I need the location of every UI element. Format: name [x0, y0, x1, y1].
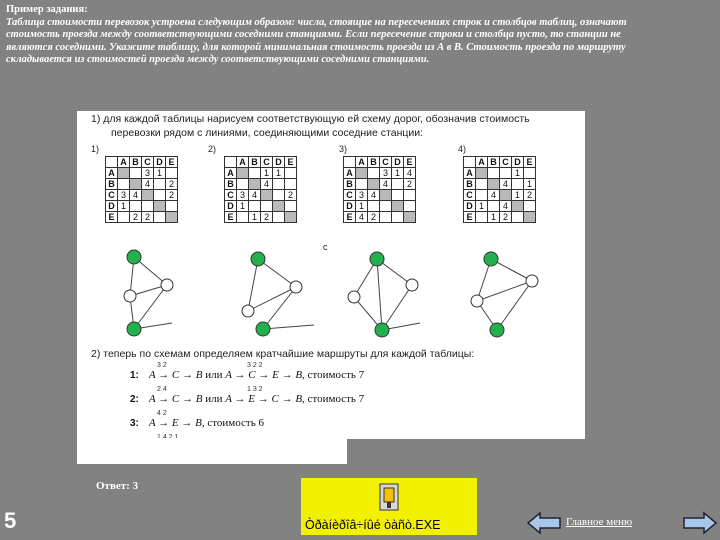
- table-cell: A: [464, 168, 476, 179]
- table-cell: 1: [524, 179, 536, 190]
- table-header-cell: A: [118, 157, 130, 168]
- table-header-cell: A: [356, 157, 368, 168]
- table-cell: 2: [524, 190, 536, 201]
- solution-panel-tail: [77, 438, 347, 464]
- slide-number: 5: [4, 508, 17, 533]
- road-scheme-2: [242, 252, 314, 336]
- table-cell: 3: [380, 168, 392, 179]
- road-scheme-3: [348, 252, 420, 337]
- table-cell: D: [344, 201, 356, 212]
- forward-arrow-button[interactable]: [682, 511, 718, 535]
- table-cell: C: [106, 190, 118, 201]
- table-cell: 2: [368, 212, 380, 223]
- route-line: [130, 393, 364, 405]
- road-schemes: [77, 111, 585, 346]
- table-header-cell: D: [392, 157, 404, 168]
- table-header-cell: B: [249, 157, 261, 168]
- table-header-cell: C: [380, 157, 392, 168]
- table-cell: 1: [237, 201, 249, 212]
- table-cell: 3: [118, 190, 130, 201]
- table-cell: C: [464, 190, 476, 201]
- table-header-cell: A: [476, 157, 488, 168]
- route-path: A → C → B: [148, 369, 203, 381]
- table-cell: 4: [404, 168, 416, 179]
- excel-file-label: Òðàíèðîâ÷íûé òàñò.EXE: [305, 518, 441, 532]
- table-header-cell: D: [512, 157, 524, 168]
- table-header-cell: E: [285, 157, 297, 168]
- table-cell: E: [225, 212, 237, 223]
- table-cell: B: [225, 179, 237, 190]
- table-cell: 2: [166, 179, 178, 190]
- table-cell: 4: [380, 179, 392, 190]
- route-number: 3:: [130, 418, 139, 429]
- task-text: [6, 4, 646, 67]
- table-cell: D: [225, 201, 237, 212]
- table-cell: 4: [249, 190, 261, 201]
- table-header-cell: A: [237, 157, 249, 168]
- table-header-cell: D: [154, 157, 166, 168]
- table-cell: C: [344, 190, 356, 201]
- table-header-cell: B: [488, 157, 500, 168]
- table-cell: 2: [285, 190, 297, 201]
- table-cell: A: [106, 168, 118, 179]
- route-or: или: [202, 393, 226, 405]
- step1-text: 1) для каждой таблицы нарисуем соответствующую ей схему дорог, обозначив стоимость: [91, 113, 530, 125]
- back-arrow-button[interactable]: [526, 511, 562, 535]
- table-cell: 4: [356, 212, 368, 223]
- table-cell: 1: [356, 201, 368, 212]
- route-path-alt: A → C → E → B: [225, 369, 303, 381]
- route-or: или: [202, 369, 226, 381]
- task-body: Таблица стоимости перевозок устроена следующим образом: числа, стоящие на пересечениях строк и столбцов таблиц, означают стоимость проезда между соответствующими соседними станциями. Если пересечение строки и столбца пусто, то станции не являются соседними. Укажите таблицу, для которой минимальная стоимость проезда из А в В. Стоимость проезда по маршруту складывается из стоимостей проезда между соответствующими соседними станциями.: [6, 16, 627, 66]
- table-cell: B: [106, 179, 118, 190]
- route-segment-costs-alt: 1 3 2: [247, 386, 263, 393]
- table-cell: 2: [166, 190, 178, 201]
- road-scheme-4: [471, 252, 538, 337]
- table-label-1: 1): [91, 144, 100, 154]
- excel-file-link[interactable]: [301, 478, 477, 535]
- route-cost: , стоимость 6: [201, 417, 264, 429]
- table-cell: D: [106, 201, 118, 212]
- stray-mark: c: [323, 242, 328, 252]
- table-cell: 4: [500, 201, 512, 212]
- table-cell: 4: [130, 190, 142, 201]
- route-path: A → E → B: [148, 417, 202, 429]
- table-cell: 2: [130, 212, 142, 223]
- answer-text: Ответ: 3: [96, 480, 139, 492]
- table-cell: 3: [356, 190, 368, 201]
- route-number: 1:: [130, 370, 139, 381]
- table-cell: 1: [273, 168, 285, 179]
- table-header-cell: C: [142, 157, 154, 168]
- table-label-3: 3): [339, 144, 348, 154]
- table-header-cell: E: [166, 157, 178, 168]
- table-cell: E: [464, 212, 476, 223]
- table-cell: 1: [512, 168, 524, 179]
- table-cell: 3: [142, 168, 154, 179]
- table-cell: 1: [118, 201, 130, 212]
- table-cell: 3: [237, 190, 249, 201]
- table-cell: 2: [142, 212, 154, 223]
- table-cell: C: [225, 190, 237, 201]
- table-cell: B: [344, 179, 356, 190]
- table-cell: 4: [500, 179, 512, 190]
- table-cell: A: [344, 168, 356, 179]
- route-segment-costs: 2 4: [157, 386, 167, 393]
- table-cell: B: [464, 179, 476, 190]
- route-line: [130, 369, 364, 381]
- table-cell: 1: [476, 201, 488, 212]
- table-header-cell: D: [273, 157, 285, 168]
- route-line: [130, 417, 264, 429]
- table-cell: 1: [249, 212, 261, 223]
- table-cell: 1: [261, 168, 273, 179]
- table-cell: 1: [512, 190, 524, 201]
- table-header-cell: B: [368, 157, 380, 168]
- table-label-4: 4): [458, 144, 467, 154]
- table-header-cell: B: [130, 157, 142, 168]
- table-cell: A: [225, 168, 237, 179]
- table-cell: D: [464, 201, 476, 212]
- route-cost: , стоимость 7: [302, 369, 365, 381]
- table-cell: 4: [261, 179, 273, 190]
- table-cell: 4: [488, 190, 500, 201]
- solution-panel: [77, 111, 585, 439]
- route-segment-costs-alt: 3 2 2: [247, 362, 263, 369]
- table-cell: 4: [142, 179, 154, 190]
- table-label-2: 2): [208, 144, 217, 154]
- table-cell: E: [344, 212, 356, 223]
- route-segment-costs: 4 2: [157, 410, 167, 417]
- step1-text-cont: перевозки рядом с линиями, соединяющими соседние станции:: [111, 127, 424, 139]
- step2-text: 2) теперь по схемам определяем кратчайшие маршруты для каждой таблицы:: [91, 348, 475, 360]
- route-number: 2:: [130, 394, 139, 405]
- table-cell: 4: [368, 190, 380, 201]
- table-cell: 1: [392, 168, 404, 179]
- table-header-cell: E: [404, 157, 416, 168]
- table-cell: 2: [500, 212, 512, 223]
- route-segment-costs: 3 2: [157, 362, 167, 369]
- main-menu-link[interactable]: Главное меню: [566, 516, 633, 528]
- task-header: Пример задания:: [6, 4, 88, 15]
- table-header-cell: C: [500, 157, 512, 168]
- table-header-cell: E: [524, 157, 536, 168]
- table-cell: E: [106, 212, 118, 223]
- table-cell: 1: [154, 168, 166, 179]
- route-cost: , стоимость 7: [302, 393, 365, 405]
- table-cell: 1: [488, 212, 500, 223]
- table-cell: 2: [261, 212, 273, 223]
- route-path-alt: A → E → C → B: [225, 393, 303, 405]
- route-path: A → C → B: [148, 393, 203, 405]
- road-scheme-1: [124, 250, 173, 336]
- table-cell: 2: [404, 179, 416, 190]
- excel-file-icon: [377, 482, 401, 512]
- table-header-cell: C: [261, 157, 273, 168]
